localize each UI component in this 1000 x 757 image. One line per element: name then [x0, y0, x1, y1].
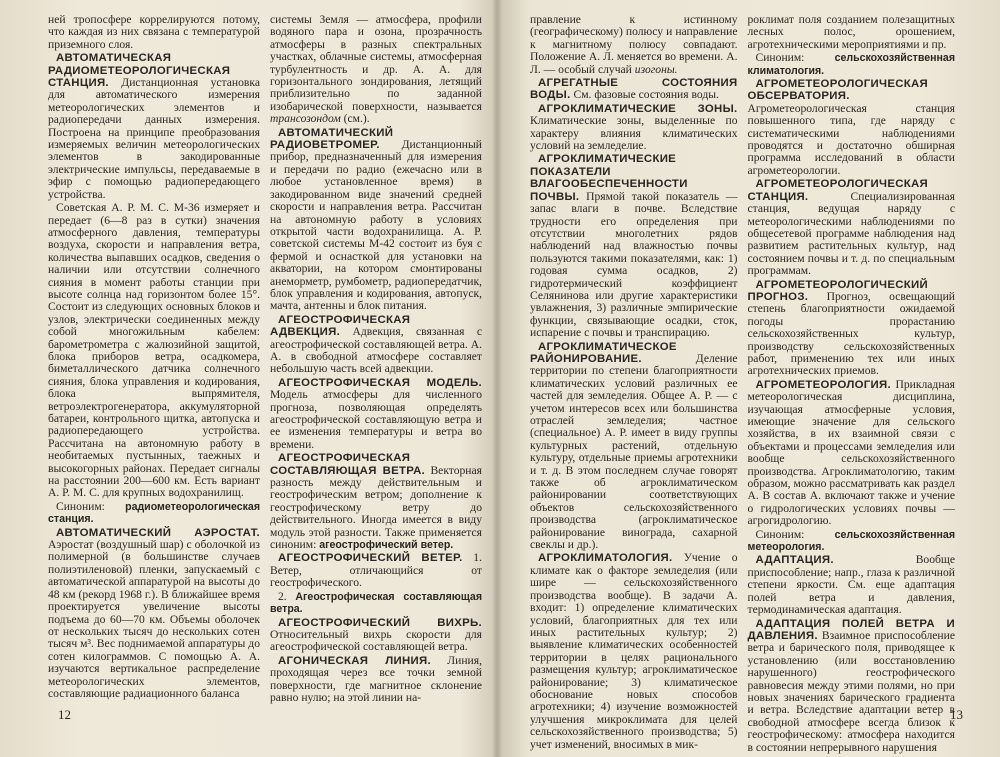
- synonym-label: Синоним:: [755, 51, 835, 65]
- synonym-value: радиометеорологическая станция.: [48, 500, 260, 526]
- dictionary-entry: [748, 379, 956, 528]
- right-column-1: [530, 13, 738, 751]
- dictionary-entry: [270, 377, 482, 451]
- entry-headword: АГРЕГАТНЫЕ СОСТОЯНИЯ ВОДЫ.: [530, 77, 738, 102]
- entry-definition: Деление территории по степени благоприятности климатических условий различных ее частей для земледелия. Общее А. Р. — с учетом интересов всех или большинства отраслей земледелия; частное (специальное) А. Р. имеет в виду группы культурных растений, отдельную культуру, отдельные приемы агротехники и т. д. В этом последнем случае говорят также об агроклиматическом районировании соответствующих объектов сельскохозяйственного производства (агроклиматическое районирование винограда, сахарной свеклы и др.).: [530, 351, 738, 552]
- page-number-right: 13: [950, 707, 963, 722]
- dictionary-entry: [270, 127, 482, 313]
- entry-definition: Аэростат (воздушный шар) с оболочкой из полимерной (в большинстве случаев полиэтиленовой) пленки, запускаемый с автоматической аппаратурой на высоты до 48 км (рекорд 1968 г.). В ближайшее время проектируется увеличение высоты подъема до 60—70 км. Объемы оболочек от нескольких тысяч до нескольких сотен тысяч м³. Вес поднимаемой аппаратуры до сотен килограммов. С помощью А. А. изучаются вертикальное распределение метеорологических элементов, составляющие радиационного баланса: [48, 538, 260, 700]
- entry-definition: 1. Ветер, отличающийся от геострофического.: [270, 551, 482, 590]
- entry-headword: АГРОКЛИМАТИЧЕСКИЕ ПОКАЗАТЕЛИ ВЛАГООБЕСПЕЧЕННОСТИ ПОЧВЫ.: [530, 153, 688, 203]
- synonym-label: Синоним:: [755, 527, 835, 541]
- entry-definition: Прямой такой показатель — запас влаги в почве. Вследствие трудности его определения при отсутствии многолетних рядов наблюдений над влажностью почвы пользуются такими показателями, как: 1) годовая сумма осадков, 2) гидротермический коэффициент Селянинова или другие характеристики увлажнения, 3) различные эмпирические функции, связывающие осадки, сток, испарение с почвы и транспирацию.: [530, 189, 738, 340]
- synonym-line: [48, 501, 260, 526]
- entry-headword: АГРОМЕТЕОРОЛОГИЯ.: [755, 378, 891, 391]
- entry-headword: АГОНИЧЕСКАЯ ЛИНИЯ.: [278, 654, 431, 667]
- page-left: [48, 14, 482, 714]
- entry-definition: Дистанционный прибор, предназначенный для измерения и передачи по радио (ежечасно или в любое установленное время) в закодированном виде значений средней скорости и направления ветра. Рассчитан на автономную работу в условиях открытой части водохранилища. А. Р. советской системы М-42 состоит из буя с фермой и оснасткой для установки на акватории, на котором смонтированы анеморметр, румбометр, радиопередатчик, блок управления и кодирования, автопуск, мачта, антенны и блок питания.: [270, 138, 482, 313]
- page-right: [530, 13, 955, 754]
- entry-definition: Модель атмосферы для численного прогноза, позволяющая определять агеострофической составляющую ветра и ее изменения температуры и ветра во времени.: [270, 388, 482, 451]
- entry-definition: Относительный вихрь скорости для агеострофической составляющей ветра.: [270, 627, 482, 654]
- dictionary-entry: [748, 178, 956, 277]
- italic-reference: изогоны.: [634, 62, 678, 76]
- entry-headword: АГЕОСТРОФИЧЕСКАЯ СОСТАВЛЯЮЩАЯ ВЕТРА.: [270, 452, 426, 477]
- synonym-label: Синоним:: [56, 499, 126, 513]
- continued-text: [270, 14, 482, 126]
- entry-headword: АДАПТАЦИЯ.: [755, 554, 834, 567]
- dictionary-entry: [530, 341, 738, 552]
- entry-headword: АГРОМЕТЕОРОЛОГИЧЕСКАЯ ОБСЕРВАТОРИЯ.: [747, 78, 929, 103]
- entry-synonym: агеострофический ветер.: [319, 539, 454, 552]
- entry-definition: Вообще приспособление; напр., глаза к различной степени яркости. См. еще адаптация полей ветра и давления, термодинамическая адаптация.: [747, 553, 955, 617]
- book-gutter: [492, 0, 502, 757]
- entry-definition: Прикладная метеорологическая дисциплина, изучающая атмосферные условия, имеющие значение для сельского хозяйства, в их взаимной связи с объектами и процессами земледелия или вообще сельскохозяйственного производства. Агроклиматологию, таким образом, можно рассматривать как раздел А. В состав А. включают также и учение о гидрологических условиях почвы — агрогидрологию.: [747, 377, 955, 528]
- entry-definition: Агрометеорологическая станция повышенного типа, где наряду с систематическими наблюдениями проводятся и достаточно обширная программа исследований в области агрометеорологии.: [747, 101, 955, 177]
- left-column-2: [270, 14, 482, 704]
- dictionary-entry: [748, 279, 956, 378]
- dictionary-entry: [530, 103, 738, 153]
- entry-headword: АГЕОСТРОФИЧЕСКИЙ ВЕТЕР.: [278, 552, 463, 565]
- entry-definition: Взаимное приспособление ветра и барического поля, приводящее к установлению (или восстановлению нарушенного) геострофического равновесия между этими полями, но при новых значениях барического градиента и ветра. Вследствие адаптации ветер в свободной атмосфере всегда близок к геострофическому: атмосфера находится в состоянии непрерывного нарушения: [747, 628, 955, 754]
- entry-definition: См. фазовые состояния воды.: [570, 88, 719, 102]
- dictionary-entry: [748, 554, 956, 616]
- dictionary-entry: [530, 77, 738, 102]
- entry-definition: Дистанционная установка для автоматического измерения метеорологических элементов и радиопередачи данных измерения. Построена на принципе преобразования измеряемых величин метеорологических элементов в закодированные электрические импульсы, передаваемые в эфир с помощью радиопередающего устройства.: [48, 76, 260, 201]
- dictionary-entry: [270, 314, 482, 376]
- continued-text: [748, 14, 956, 51]
- paragraph: [48, 202, 260, 500]
- paragraph-text: правление к истинному (географическому) полюсу и направление к магнитному полюсу совпадают. Положение А. Л. меняется во времени. А. Л. — особый случай: [530, 13, 738, 76]
- paragraph-text: Советская А. Р. М. С. М-36 измеряет и передает (6—8 раз в сутки) значения атмосферного давления, температуры воздуха, скорости и направления ветра, количества выпавших осадков, сведения о наличии или отсутствии солнечного сияния в момент работы станции при высоте солнца над горизонтом более 15°. Состоит из следующих основных блоков и узлов, электрически соединенных между собой многожильным кабелем: барометрометра с жалюзийной защитой, блока приборов ветра, осадкомера, биметаллического датчика солнечного сияния, блока управления и кодирования, блока выпрямителя, ветроэлектрогенератора, аккумуляторной батареи, контрольного щитка, автопуска и радиопередающего устройства. Рассчитана на автономную работу в необитаемых пустынных, таежных и высокогорных районах. Передает сигналы на расстоянии 200—600 км. Есть вариант А. Р. М. С. для крупных водохранилищ.: [48, 201, 260, 500]
- paragraph: [270, 591, 482, 616]
- dictionary-entry: [530, 153, 738, 339]
- dictionary-entry: [48, 527, 260, 701]
- entry-definition: Учение о климате как о факторе земледелия (или шире — сельскохозяйственного производства вообще). В задачи А. входит: 1) определение климатических условий, благоприятных для тех или иных растительных культур; 2) выявление климатических особенностей территории в целях рационального размещения культур; агроклиматическое районирование; 3) климатическое обоснование новых способов агротехники; 4) изучение возможностей улучшения микроклимата для целей сельскохозяйственного производства; 5) учет изменений, вносимых в мик-: [530, 551, 738, 751]
- paragraph-tail: (см.).: [340, 112, 370, 126]
- paragraph-text: системы Земля — атмосфера, профили водяного пара и озона, прозрачность атмосферы в разных спектральных участках, облачные системы, атмосферная турбулентность и др. А. А. для горизонтального зондирования, летящий приблизительно по заданной изобарической поверхности, называется: [270, 13, 482, 113]
- synonym-value: сельскохозяйственная климатология.: [747, 52, 955, 77]
- entry-definition: Векторная разность между действительным и геострофическим ветром; дополнение к геострофическому ветру до действительного. Иногда имеется в виду модуль этой разности. Также применяется синоним:: [270, 463, 482, 552]
- dictionary-entry: [270, 452, 482, 551]
- entry-headword: АВТОМАТИЧЕСКИЙ РАДИОВЕТРОМЕР.: [270, 126, 394, 152]
- dictionary-entry: [270, 617, 482, 654]
- entry-definition: Специализированная станция, ведущая наряду с метеорологическими наблюдениями по общесетевой программе наблюдения над развитием растительных культур, над состоянием почвы и т. д. по специальным программам.: [747, 189, 955, 278]
- paragraph-text: ней тропосфере коррелируются потому, что каждая из них связана с температурой приземного слоя.: [48, 13, 260, 51]
- synonym-value: сельскохозяйственная метеорология.: [747, 528, 955, 554]
- entry-headword: АДАПТАЦИЯ ПОЛЕЙ ВЕТРА И ДАВЛЕНИЯ.: [747, 617, 955, 642]
- entry-headword: АГРОКЛИМАТИЧЕСКИЕ ЗОНЫ.: [538, 102, 738, 115]
- synonym-line: [748, 52, 956, 77]
- left-column-1: [48, 14, 260, 704]
- entry-headword: АВТОМАТИЧЕСКАЯ РАДИОМЕТЕОРОЛОГИЧЕСКАЯ СТАНЦИЯ.: [48, 52, 231, 90]
- dictionary-entry: [48, 52, 260, 201]
- entry-headword: АГРОКЛИМАТОЛОГИЯ.: [538, 552, 673, 565]
- italic-reference: трансозондом: [270, 112, 341, 126]
- entry-headword: АГЕОСТРОФИЧЕСКИЙ ВИХРЬ.: [278, 616, 482, 629]
- dictionary-entry: [270, 655, 482, 705]
- dictionary-entry: [748, 78, 956, 177]
- entry-definition: Адвекция, связанная с агеострофической составляющей ветра. А. А. в свободной атмосфере составляет небольшую часть всей адвекции.: [270, 325, 482, 376]
- paragraph-text: 2.: [278, 589, 296, 603]
- entry-definition: Прогноз, освещающий степень благоприятности ожидаемой погоды прорастанию сельскохозяйственных культур, производству сельскохозяйственных работ, применению тех или иных агротехнических приемов.: [747, 289, 955, 378]
- dictionary-entry: [530, 552, 738, 751]
- entry-definition: Климатические зоны, выделенные по характеру влияния климатических условий на земледелие.: [530, 114, 738, 153]
- right-column-2: [747, 13, 956, 754]
- entry-definition: Линия, проходящая через все точки земной поверхности, где магнитное склонение равно нулю; на этой линии на-: [270, 653, 482, 704]
- dictionary-entry: [748, 618, 956, 754]
- entry-headword: АВТОМАТИЧЕСКИЙ АЭРОСТАТ.: [56, 526, 260, 539]
- entry-headword: АГЕОСТРОФИЧЕСКАЯ АДВЕКЦИЯ.: [270, 313, 411, 339]
- page-number-left: 12: [58, 707, 71, 722]
- entry-headword: АГЕОСТРОФИЧЕСКАЯ МОДЕЛЬ.: [278, 376, 482, 389]
- synonym-line: [748, 529, 956, 554]
- continued-text: [48, 14, 260, 51]
- entry-headword: АГРОМЕТЕОРОЛОГИЧЕСКАЯ СТАНЦИЯ.: [747, 178, 929, 203]
- entry-headword: АГРОМЕТЕОРОЛОГИЧЕСКИЙ ПРОГНОЗ.: [747, 278, 928, 303]
- paragraph-synonym: Агеострофическая составляющая ветра.: [270, 590, 482, 616]
- entry-headword: АГРОКЛИМАТИЧЕСКОЕ РАЙОНИРОВАНИЕ.: [530, 340, 677, 365]
- dictionary-entry: [270, 552, 482, 589]
- paragraph-text: роклимат поля созданием полезащитных лесных полос, орошением, агротехническими мероприятиями и пр.: [747, 13, 955, 51]
- continued-text: [530, 14, 738, 76]
